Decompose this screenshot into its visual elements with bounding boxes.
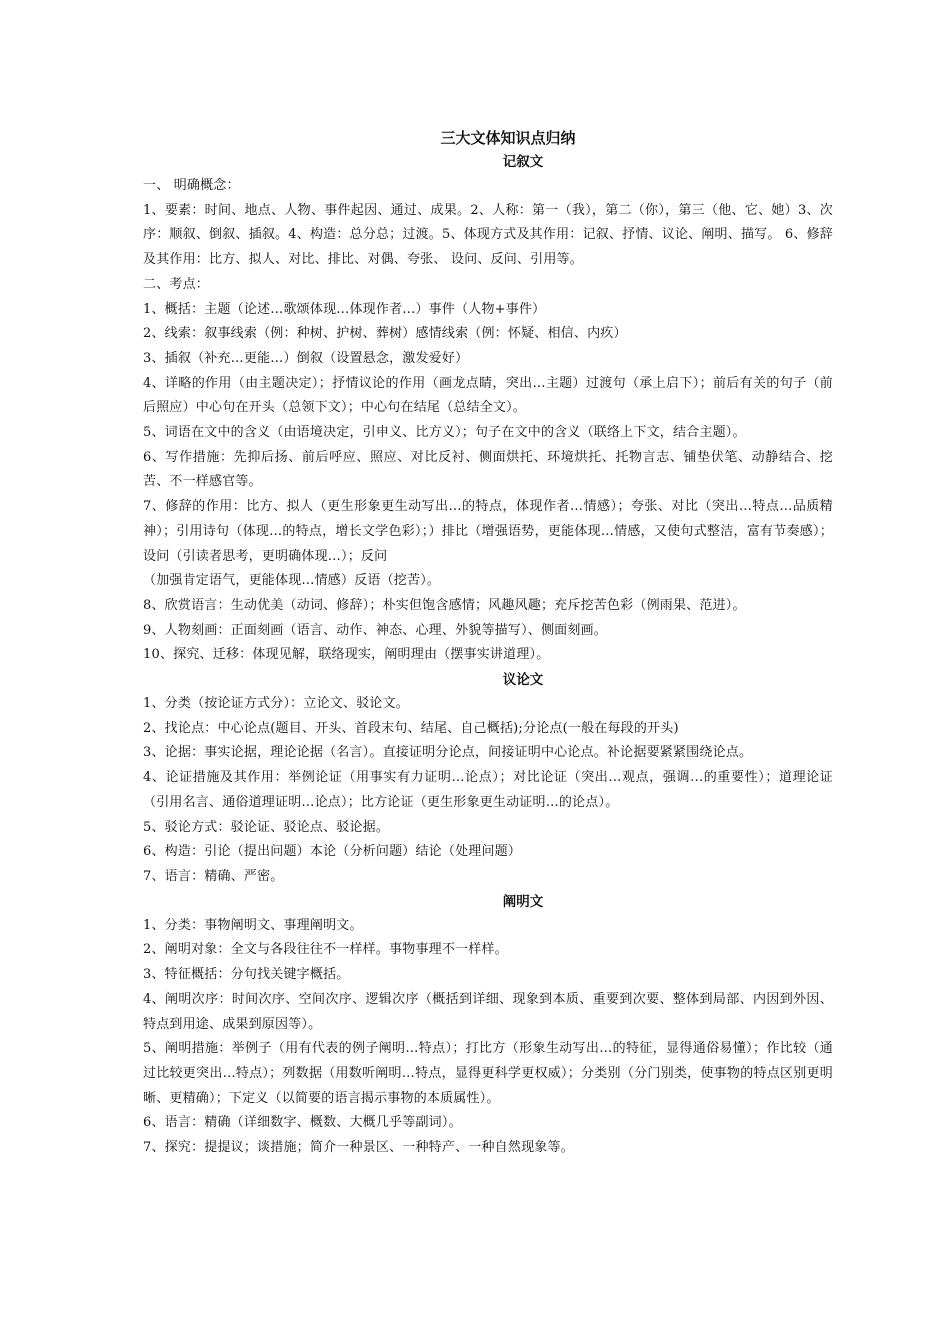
- narrative-line: 3、插叙（补充…更能…）倒叙（设置悬念，激发爱好）: [143, 350, 469, 366]
- expository-line: 1、分类：事物阐明文、事理阐明文。: [143, 917, 363, 933]
- expository-line: 7、探究：提提议；谈措施；简介一种景区、一种特产、一种自然现象等。: [143, 1140, 574, 1156]
- narrative-line: 一、 明确概念：: [143, 178, 240, 193]
- expository-line: 2、阐明对象：全文与各段往往不一样样。事物事理不一样样。: [143, 942, 508, 958]
- narrative-line: 1、概括：主题（论述…歌颂体现…体现作者…）事件（人物+事件）: [143, 301, 546, 317]
- argumentative-line: 7、语言：精确、严密。: [143, 868, 284, 884]
- narrative-line: 二、考点：: [143, 276, 210, 292]
- expository-line: 6、语言：精确（详细数字、概数、大概几乎等副词）。: [143, 1115, 462, 1131]
- narrative-line: 10、探究、迁移：体现见解，联络现实，阐明理由（摆事实讲道理）。: [143, 647, 550, 663]
- section-expository: [143, 890, 833, 1161]
- argumentative-line: 2、找论点：中心论点(题目、开头、首段末句、结尾、自己概括);分论点(一般在每段的开头): [143, 720, 679, 736]
- narrative-line: 9、人物刻画：正面刻画（语言、动作、神态、心理、外貌等描写）、侧面刻画。: [143, 622, 607, 638]
- argumentative-line: 3、论据：事实论据，理论论据（名言）。直接证明分论点，间接证明中心论点。补论据要紧紧围绕论点。: [143, 745, 753, 761]
- expository-line: 5、阐明措施：举例子（用有代表的例子阐明…特点）；打比方（形象生动写出…的特征，显得通俗易懂）；作比较（通过比较更突出…特点）；列数据（用数听阐明…特点，显得更科学更权威）；分类别（分门别类，使事物的特点区别更明晰、更精确）；下定义（以简要的语言揭示事物的本质属性）。: [143, 1041, 833, 1106]
- expository-line: 4、阐明次序：时间次序、空间次序、逻辑次序（概括到详细、现象到本质、重要到次要、整体到局部、内因到外因、特点到用途、成果到原因等）。: [143, 991, 833, 1032]
- section-heading-argumentative: 议论文: [502, 672, 544, 689]
- section-heading-expository: 阐明文: [502, 893, 544, 910]
- narrative-line: 6、写作措施：先抑后扬、前后呼应、照应、对比反衬、侧面烘托、环境烘托、托物言志、铺垫伏笔、动静结合、挖苦、不一样感官等。: [143, 449, 833, 490]
- narrative-line: 2、线索：叙事线索（例：种树、护树、葬树）感情线索（例：怀疑、相信、内疚）: [143, 326, 627, 342]
- narrative-line: 8、欣赏语言：生动优美（动词、修辞）；朴实但饱含感情；风趣风趣；充斥挖苦色彩（例雨果、范进）。: [143, 597, 746, 613]
- argumentative-line: 5、驳论方式：驳论证、驳论点、驳论据。: [143, 819, 390, 835]
- narrative-line: 1、要素：时间、地点、人物、事件起因、通过、成果。2、人称：第一（我），第二（你），第三（他、它、她）3、次序：顺叙、倒叙、插叙。4、构造：总分总；过渡。5、体现方式及其作用：记叙、抒情、议论、阐明、描写。 6、修辞及其作用：比方、拟人、对比、排比、对偶、夸张、 设问、反问、引用等。: [143, 202, 833, 268]
- section-narrative: [143, 150, 833, 668]
- narrative-line: （加强肯定语气，更能体现…情感）反语（挖苦）。: [143, 573, 441, 589]
- section-heading-narrative: 记叙文: [502, 154, 544, 170]
- narrative-line: 7、修辞的作用：比方、拟人（更生形象更生动写出…的特点，体现作者…情感）；夸张、对比（突出…特点…品质精神）；引用诗句（体现…的特点，增长文学色彩）；）排比（增强语势，更能体现…情感，又使句式整洁，富有节奏感）；设问（引读者思考，更明确体现…）；反问: [143, 499, 833, 564]
- argumentative-line: 6、构造：引论（提出问题）本论（分析问题）结论（处理问题）: [143, 844, 522, 860]
- section-argumentative: [143, 668, 833, 890]
- expository-line: 3、特征概括：分句找关键字概括。: [143, 967, 350, 983]
- argumentative-line: 4、论证措施及其作用：举例论证（用事实有力证明…论点）；对比论证（突出…观点，强调…的重要性）；道理论证（引用名言、通俗道理证明…论点）；比方论证（更生形象更生动证明…的论点）。: [143, 770, 833, 810]
- narrative-line: 4、详略的作用（由主题决定）；抒情议论的作用（画龙点睛，突出…主题）过渡句（承上启下）；前后有关的句子（前后照应）中心句在开头（总领下文）；中心句在结尾（总结全文）。: [143, 375, 833, 416]
- document-title: 三大文体知识点归纳: [440, 129, 576, 147]
- narrative-line: 5、词语在文中的含义（由语境决定，引申义、比方义）；句子在文中的含义（联络上下文，结合主题）。: [143, 425, 746, 441]
- argumentative-line: 1、分类（按论证方式分）：立论文、驳论文。: [143, 696, 409, 712]
- document-page: [143, 126, 833, 1161]
